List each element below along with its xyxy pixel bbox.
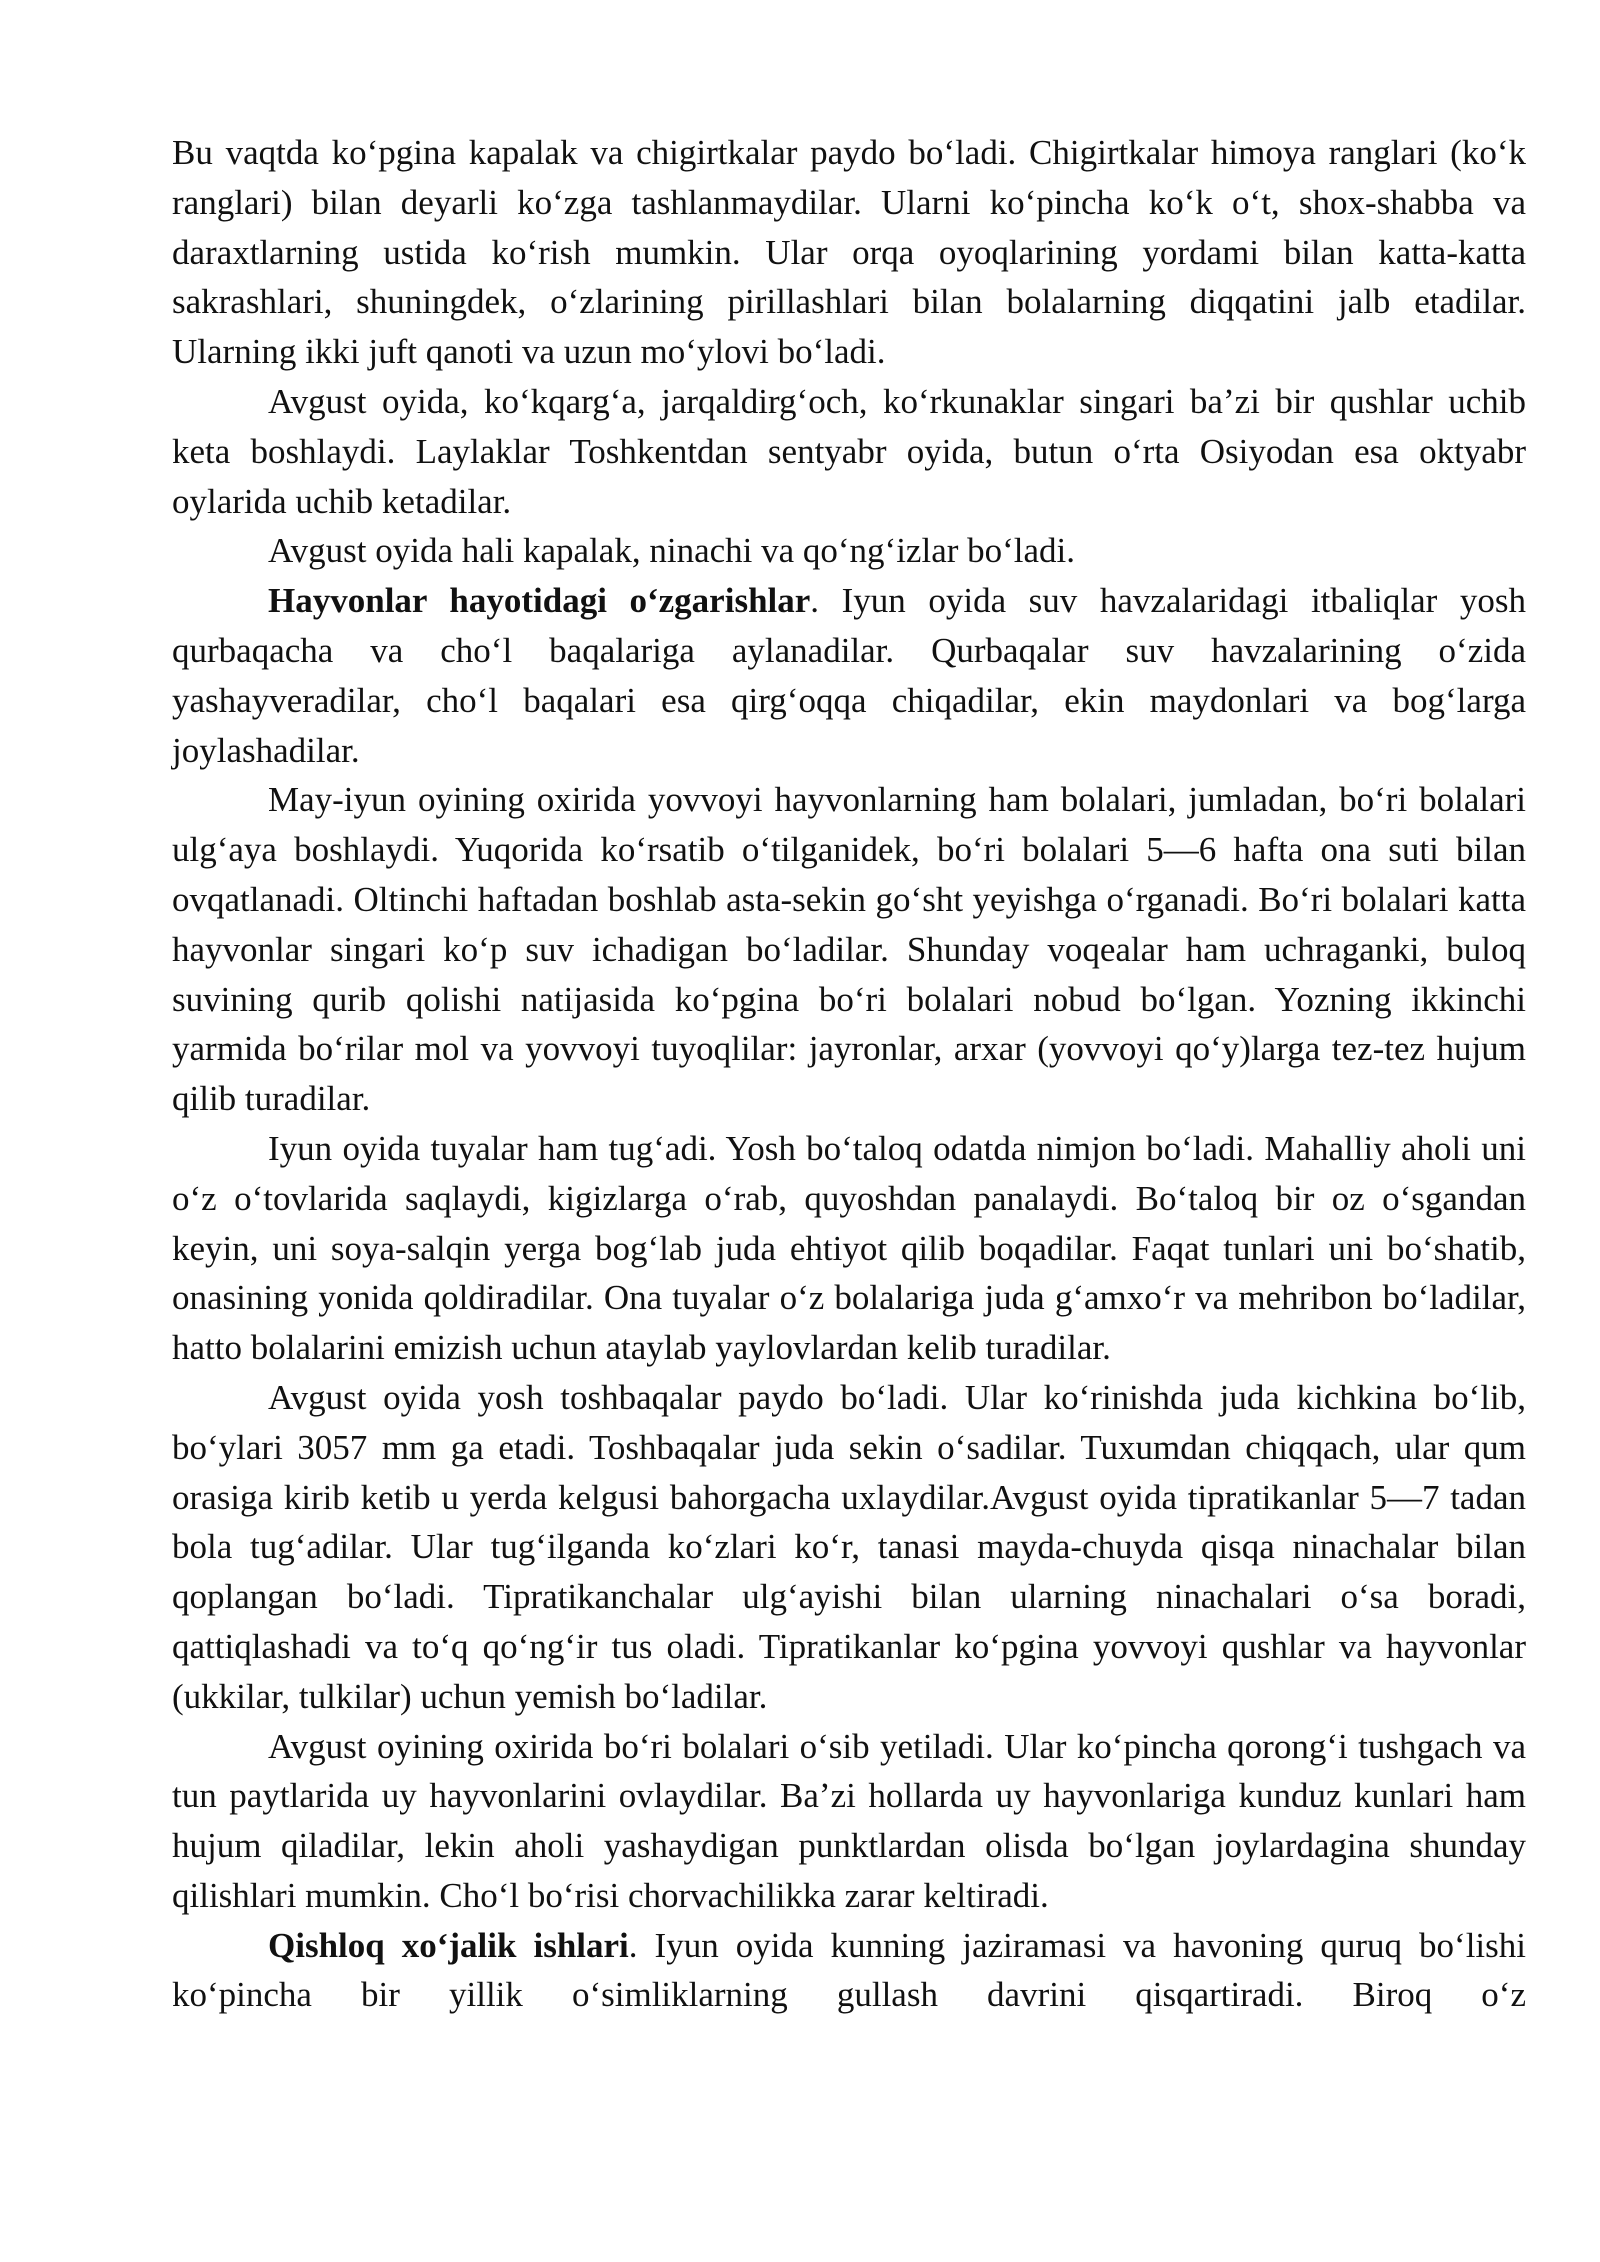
paragraph-text: Avgust oyining oxirida boʻri bolalari oʻsib yetiladi. Ular koʻpincha qorongʻi tushgach va tun paytlarida uy hayvonlarini ovlaydilar. Baʼzi hollarda uy hayvonlariga kunduz kunlari ham hujum qiladilar, lekin aholi yashaydigan punktlardan olisda boʻlgan joylardagina shunday qilishlari mumkin. Choʻl boʻrisi chorvachilikka zarar keltiradi. <box>172 1726 1526 1915</box>
document-page <box>172 128 1526 2020</box>
paragraph-text: . Iyun oyida kunning jaziramasi va havoning quruq boʻlishi koʻpincha bir yillik oʻsimliklarning gullash davrini qisqartiradi. Biroq oʻz <box>172 1925 1526 2015</box>
paragraph-august-insects <box>172 526 1526 576</box>
paragraph-text: Bu vaqtda koʻpgina kapalak va chigirtkalar paydo boʻladi. Chigirtkalar himoya ranglari (koʻk ranglari) bilan deyarli koʻzga tashlanmaydilar. Ularni koʻpincha koʻk oʻt, shox-shabba va daraxtlarning ustida koʻrish mumkin. Ular orqa oyoqlarining yordami bilan katta-katta sakrashlari, shuningdek, oʻzlarining pirillashlari bilan bolalarning diqqatini jalb etadilar. Ularning ikki juft qanoti va uzun moʻylovi boʻladi. <box>172 133 1526 372</box>
paragraph-grown-wolves <box>172 1722 1526 1921</box>
paragraph-birds-migration <box>172 377 1526 526</box>
paragraph-text: Avgust oyida, koʻkqargʻa, jarqaldirgʻoch, koʻrkunaklar singari baʼzi bir qushlar uchib keta boshlaydi. Laylaklar Toshkentdan sentyabr oyida, butun oʻrta Osiyodan esa oktyabr oylarida uchib ketadilar. <box>172 381 1526 521</box>
section-heading-agriculture: Qishloq xoʻjalik ishlari <box>268 1925 629 1965</box>
paragraph-text: Avgust oyida yosh toshbaqalar paydo boʻladi. Ular koʻrinishda juda kichkina boʻlib, boʻylari 3057 mm ga etadi. Toshbaqalar juda sekin oʻsadilar. Tuxumdan chiqqach, ular qum orasiga kirib ketib u yerda kelgusi bahorgacha uxlaydilar.Avgust oyida tipratikanlar 5—7 tadan bola tugʻadilar. Ular tugʻilganda koʻzlari koʻr, tanasi mayda-chuyda qisqa ninachalar bilan qoplangan boʻladi. Tipratikanchalar ulgʻayishi bilan ularning ninachalari oʻsa boradi, qattiqlashadi va toʻq qoʻngʻir tus oladi. Tipratikanlar koʻpgina yovvoyi qushlar va hayvonlar (ukkilar, tulkilar) uchun yemish boʻladilar. <box>172 1377 1526 1716</box>
paragraph-insects <box>172 128 1526 377</box>
paragraph-text: Iyun oyida tuyalar ham tugʻadi. Yosh boʻtaloq odatda nimjon boʻladi. Mahalliy aholi uni oʻz oʻtovlarida saqlaydi, kigizlarga oʻrab, quyoshdan panalaydi. Boʻtaloq bir oz oʻsgandan keyin, uni soya-salqin yerga bogʻlab juda ehtiyot qilib boqadilar. Faqat tunlari uni boʻshatib, onasining yonida qoldiradilar. Ona tuyalar oʻz bolalariga juda gʻamxoʻr va mehribon boʻladilar, hatto bolalarini emizish uchun ataylab yaylovlardan kelib turadilar. <box>172 1128 1526 1368</box>
paragraph-tortoises-hedgehogs <box>172 1373 1526 1722</box>
paragraph-text: May-iyun oyining oxirida yovvoyi hayvonlarning ham bolalari, jumladan, boʻri bolalari ulgʻaya boshlaydi. Yuqorida koʻrsatib oʻtilganidek, boʻri bolalari 5—6 hafta ona suti bilan ovqatlanadi. Oltinchi haftadan boshlab asta-sekin goʻsht yeyishga oʻrganadi. Boʻri bolalari katta hayvonlar singari koʻp suv ichadigan boʻladilar. Shunday voqealar ham uchraganki, buloq suvining qurib qolishi natijasida koʻpgina boʻri bolalari nobud boʻlgan. Yozning ikkinchi yarmida boʻrilar mol va yovvoyi tuyoqlilar: jayronlar, arxar (yovvoyi qoʻy)larga tez-tez hujum qilib turadilar. <box>172 780 1526 1119</box>
section-heading-animal-life: Hayvonlar hayotidagi oʻzgarishlar <box>268 581 811 621</box>
paragraph-text: Avgust oyida hali kapalak, ninachi va qoʻngʻizlar boʻladi. <box>268 531 1076 571</box>
paragraph-animal-life-changes <box>172 576 1526 775</box>
paragraph-wolf-cubs <box>172 775 1526 1124</box>
paragraph-agriculture <box>172 1921 1526 2021</box>
paragraph-camels <box>172 1124 1526 1373</box>
paragraph-text: . Iyun oyida suv havzalaridagi itbaliqlar yosh qurbaqacha va choʻl baqalariga aylanadilar. Qurbaqalar suv havzalarining oʻzida yashayveradilar, choʻl baqalari esa qirgʻoqqa chiqadilar, ekin maydonlari va bogʻlarga joylashadilar. <box>172 581 1526 770</box>
